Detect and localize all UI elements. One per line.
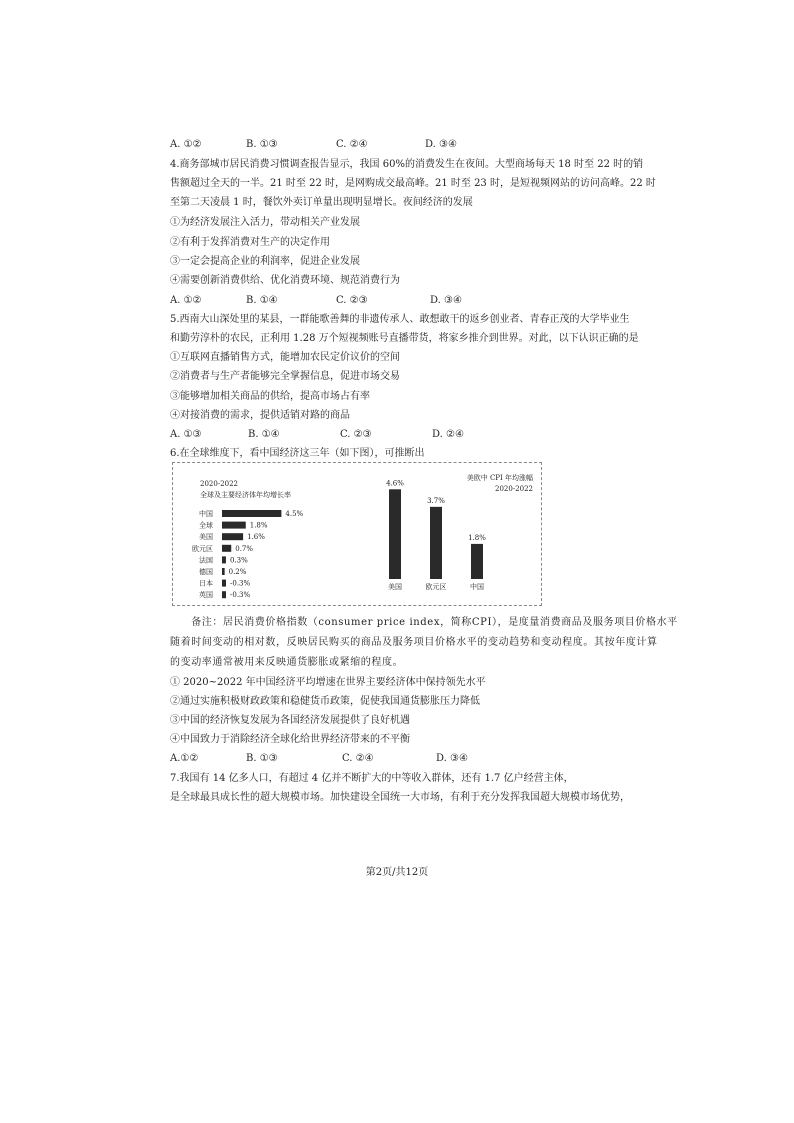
- chart-title: 美欧中 CPI 年均涨幅: [466, 474, 533, 482]
- bar: [222, 568, 225, 575]
- column-value-label: 1.8%: [468, 533, 486, 542]
- bar-category-label: 全球: [199, 521, 213, 530]
- note-line: 的变动率通常被用来反映通货膨胀或紧缩的程度。: [170, 657, 404, 668]
- bar-category-label: 美国: [199, 533, 213, 542]
- bar-category-label: 日本: [199, 579, 213, 588]
- bar-category-label: 中国: [199, 510, 213, 518]
- answer-options: [170, 138, 570, 152]
- bar-value-label: 1.8%: [249, 521, 268, 530]
- bar: [222, 522, 246, 529]
- text-line: 7.我国有 14 亿多人口，有超过 4 亿并不断扩大的中等收入群体，还有 1.7 亿户经营主体，: [170, 773, 574, 784]
- text-line: ④中国致力于消除经济全球化给世界经济带来的不平衡: [170, 734, 410, 745]
- column-value-label: 3.7%: [427, 496, 445, 505]
- bar-value-label: -0.3%: [230, 579, 251, 588]
- answer-option: A. ①②: [170, 295, 202, 306]
- bar-value-label: -0.3%: [230, 591, 251, 600]
- answer-option: A. ①②: [170, 139, 202, 150]
- bar: [222, 591, 226, 598]
- bar-category-label: 欧元区: [192, 544, 213, 553]
- text-line: ①互联网直播销售方式，能增加农民定价议价的空间: [170, 352, 400, 363]
- bar-category-label: 英国: [199, 591, 213, 600]
- text-line: ① 2020~2022 年中国经济平均增速在世界主要经济体中保持领先水平: [170, 677, 486, 688]
- text-line: 5.西南大山深处里的某县，一群能歌善舞的非遗传承人、敢想敢干的返乡创业者、青春正茂的大学毕业生: [170, 314, 630, 325]
- answer-option: C. ②③: [336, 295, 368, 306]
- text-line: ③中国的经济恢复发展为各国经济发展提供了良好机遇: [170, 715, 410, 726]
- note-line: 备注：居民消费价格指数（consumer price index，简称CPI），是度量消费商品及服务项目价格水平: [170, 617, 678, 628]
- chart-title: 全球及主要经济体年均增长率: [200, 491, 291, 499]
- text-line: 4.商务部城市居民消费习惯调查报告显示，我国 60%的消费发生在夜间。大型商场每天 18 时至 22 时的销: [170, 159, 644, 170]
- answer-option: B. ①④: [246, 295, 278, 306]
- bar-value-label: 0.2%: [228, 568, 247, 576]
- answer-options: [170, 428, 570, 442]
- bar-category-label: 法国: [199, 556, 213, 565]
- answer-option: A.①②: [170, 753, 199, 764]
- text-line: ④对接消费的需求，提供适销对路的商品: [170, 410, 350, 421]
- text-line: ③一定会提高企业的利润率，促进企业发展: [170, 256, 360, 267]
- answer-options: [170, 752, 570, 766]
- answer-option: A. ①③: [170, 429, 202, 440]
- bar: [222, 580, 226, 587]
- column-category-label: 美国: [388, 583, 402, 591]
- economy-chart: [173, 463, 543, 607]
- text-line: 和勤劳淳朴的农民，正利用 1.28 万个短视频账号直播带货，将家乡推介到世界。对此，以下认识正确的是: [170, 333, 639, 344]
- bar-category-label: 德国: [199, 568, 213, 576]
- text-line: ②消费者与生产者能够完全掌握信息，促进市场交易: [170, 371, 400, 382]
- text-line: 是全球最具成长性的超大规模市场。加快建设全国统一大市场，有利于充分发挥我国超大规模市场优势，: [170, 792, 630, 803]
- text-line: ②有利于发挥消费对生产的决定作用: [170, 237, 330, 248]
- text-line: ③能够增加相关商品的供给，提高市场占有率: [170, 391, 370, 402]
- answer-option: D. ③④: [436, 753, 468, 764]
- text-line: ②通过实施积极财政政策和稳健货币政策，促使我国通货膨胀压力降低: [170, 696, 480, 707]
- bar-value-label: 1.6%: [247, 533, 265, 542]
- answer-option: C. ②③: [340, 429, 372, 440]
- answer-options: [170, 294, 570, 308]
- bar: [222, 545, 231, 552]
- column-category-label: 中国: [470, 583, 484, 591]
- economy-figure: [172, 462, 542, 606]
- bar: [222, 556, 226, 563]
- answer-option: B. ①④: [248, 429, 280, 440]
- bar: [222, 533, 243, 540]
- answer-option: B. ①③: [246, 139, 278, 150]
- answer-option: C. ②④: [336, 139, 368, 150]
- chart-title: 2020-2022: [200, 480, 238, 488]
- text-line: 6.在全球维度下，看中国经济这三年（如下图），可推断出: [170, 448, 425, 459]
- text-line: 售额超过全天的一半。21 时至 22 时，是网购成交最高峰。21 时至 23 时，是短视频网站的访问高峰。22 时: [170, 178, 656, 189]
- answer-option: D. ③④: [430, 295, 462, 306]
- note-line: 随着时间变动的相对数，反映居民购买的商品及服务项目价格水平的变动趋势和变动程度。其按年度计算: [170, 637, 658, 648]
- page-footer: 第2页/共12页: [365, 867, 429, 878]
- chart-title: 2020-2022: [495, 485, 533, 493]
- answer-option: C. ②④: [342, 753, 374, 764]
- text-line: ①为经济发展注入活力，带动相关产业发展: [170, 217, 360, 228]
- column: [389, 489, 401, 579]
- bar-value-label: 0.3%: [229, 556, 248, 565]
- answer-option: D. ③④: [425, 139, 457, 150]
- column-category-label: 欧元区: [425, 583, 447, 591]
- text-line: 至第二天凌晨 1 时，餐饮外卖订单量出现明显增长。夜间经济的发展: [170, 197, 473, 208]
- text-line: ④需要创新消费供给、优化消费环境、规范消费行为: [170, 275, 400, 286]
- column: [471, 544, 483, 579]
- bar-value-label: 0.7%: [235, 544, 254, 553]
- column: [430, 507, 442, 579]
- bar: [222, 510, 281, 517]
- column-value-label: 4.6%: [386, 479, 404, 488]
- bar-value-label: 4.5%: [285, 510, 304, 518]
- answer-option: D. ②④: [432, 429, 464, 440]
- answer-option: B. ①③: [246, 753, 278, 764]
